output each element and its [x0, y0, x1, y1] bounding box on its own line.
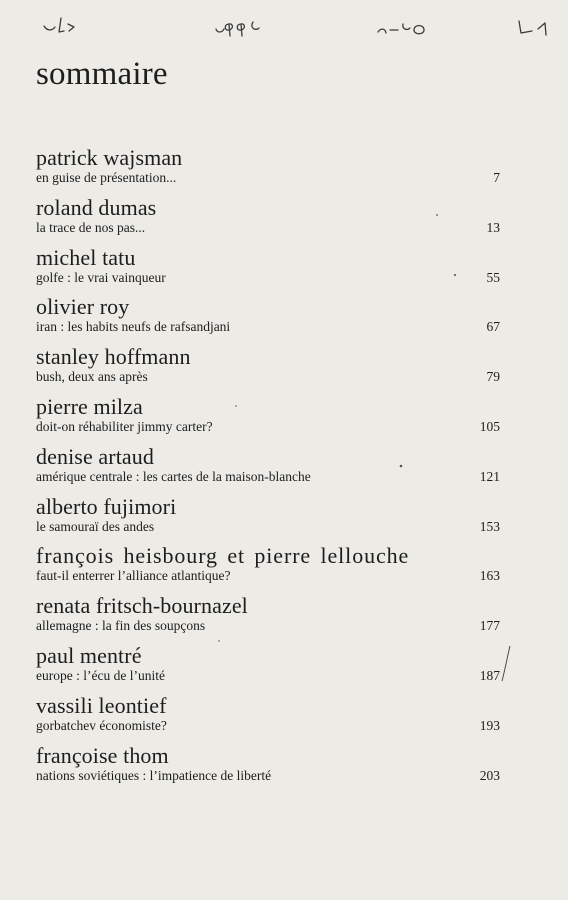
toc-entry: [36, 694, 500, 744]
entry-page-number: 193: [479, 717, 500, 733]
entry-title: la trace de nos pas...: [36, 219, 146, 235]
entry-author: stanley hoffmann: [36, 344, 191, 370]
toc-entry: [36, 295, 500, 345]
entry-page-number: 7: [493, 170, 500, 185]
toc-entry: [36, 196, 500, 246]
entry-author: denise artaud: [36, 443, 154, 469]
toc-entry: [36, 495, 500, 545]
page-title: sommaire: [36, 56, 168, 92]
entry-author: vassili leontief: [36, 692, 167, 718]
entry-page-number: 121: [479, 468, 500, 484]
entry-title: doit-on réhabiliter jimmy carter?: [36, 418, 213, 434]
handwritten-annotations: [0, 0, 568, 60]
entry-page-number: 55: [486, 269, 500, 285]
entry-title: bush, deux ans après: [36, 369, 148, 385]
entry-author: pierre milza: [36, 393, 143, 419]
entry-title: iran : les habits neufs de rafsandjani: [36, 319, 231, 335]
entry-page-number: 203: [479, 767, 500, 783]
toc-entry: [36, 246, 500, 296]
entry-author: françois heisbourg et pierre lellouche: [36, 543, 410, 569]
entry-author: paul mentré: [36, 642, 142, 668]
pencil-stroke: [502, 646, 510, 681]
entry-title: amérique centrale : les cartes de la maison-blanche: [36, 468, 311, 484]
entry-page-number: 177: [479, 618, 500, 634]
table-of-contents: [36, 146, 500, 793]
toc-entry: [36, 445, 500, 495]
entry-title: le samouraï des andes: [36, 518, 155, 534]
entry-title: nations soviétiques : l’impatience de liberté: [36, 767, 272, 783]
entry-author: michel tatu: [36, 244, 136, 270]
entry-page-number: 13: [486, 219, 500, 235]
entry-author: roland dumas: [36, 194, 157, 220]
entry-author: patrick wajsman: [36, 145, 183, 170]
toc-entry: [36, 146, 500, 196]
entry-page-number: 105: [479, 418, 500, 434]
entry-author: alberto fujimori: [36, 493, 177, 519]
handwritten-note-3: [378, 24, 424, 34]
entry-page-number: 187: [479, 667, 500, 683]
entry-page-number: 67: [486, 319, 500, 335]
entry-title: golfe : le vrai vainqueur: [36, 269, 166, 285]
toc-entry: [36, 395, 500, 445]
toc-entry: [36, 594, 500, 644]
entry-page-number: 163: [479, 568, 500, 584]
entry-page-number: 79: [486, 369, 500, 385]
handwritten-note-4: [519, 21, 546, 35]
toc-entry: [36, 644, 500, 694]
entry-author: olivier roy: [36, 294, 130, 320]
toc-entry: [36, 744, 500, 794]
entry-title: allemagne : la fin des soupçons: [36, 618, 206, 634]
handwritten-note-2: [216, 22, 259, 36]
entry-page-number: 153: [479, 518, 500, 534]
entry-author: françoise thom: [36, 742, 169, 768]
toc-entry: [36, 544, 500, 594]
entry-title: europe : l’écu de l’unité: [36, 667, 165, 683]
entry-title: gorbatchev économiste?: [36, 717, 167, 733]
entry-title: faut-il enterrer l’alliance atlantique?: [36, 568, 231, 584]
toc-entry: [36, 345, 500, 395]
handwritten-note-1: [44, 18, 74, 32]
entry-author: renata fritsch-bournazel: [36, 593, 248, 619]
entry-title: en guise de présentation...: [36, 170, 177, 185]
